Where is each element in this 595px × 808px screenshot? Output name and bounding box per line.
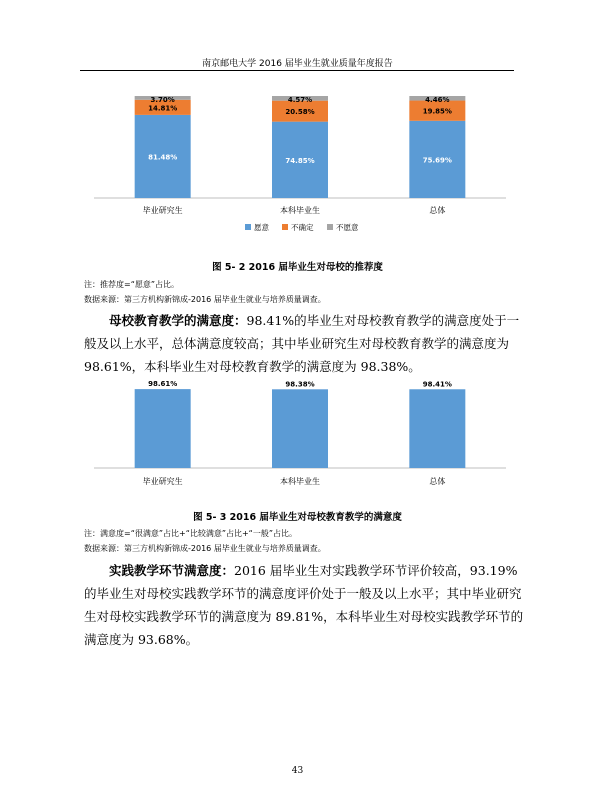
chart1-source: 数据来源：第三方机构新锦成-2016 届毕业生就业与培养质量调查。: [84, 295, 326, 304]
category-label: 毕业研究生: [142, 206, 183, 215]
category-label: 总体: [429, 477, 446, 486]
bar: [409, 389, 465, 468]
page-header: 南京邮电大学 2016 届毕业生就业质量年度报告: [202, 59, 393, 69]
bar: [272, 389, 328, 468]
data-label: 75.69%: [422, 156, 452, 165]
paragraph-text: 2016 届毕业生对实践教学环节评价较高，93.19%的毕业生对母校实践教学环节的满意度评价处于一般及以上水平；其中毕业研究生对母校实践教学环节的满意度为 89.81%，本科毕业生对母校实践教学环节的满意度为 93.68%。: [84, 563, 524, 647]
paragraph-teaching-satisfaction: [84, 309, 524, 378]
legend-label: 愿意: [254, 223, 269, 232]
data-label: 98.61%: [148, 380, 178, 389]
legend-label: 不确定: [291, 223, 314, 232]
legend-label: 不愿意: [336, 223, 359, 232]
figure-caption-2: 图 5- 3 2016 届毕业生对母校教育教学的满意度: [193, 512, 402, 523]
chart1-note: 注：推荐度=“愿意”占比。: [84, 280, 179, 289]
figure-caption-1: 图 5- 2 2016 届毕业生对母校的推荐度: [212, 262, 383, 273]
paragraph-practice-satisfaction: [84, 559, 524, 651]
recommendation-chart: [80, 90, 520, 242]
category-label: 本科毕业生: [280, 206, 320, 215]
legend-swatch: [327, 224, 333, 230]
teaching-satisfaction-chart: [80, 376, 520, 496]
paragraph-lead: 母校教育教学的满意度：: [109, 313, 247, 328]
paragraph-text: 98.41%的毕业生对母校教育教学的满意度处于一般及以上水平，总体满意度较高；其中毕业研究生对母校教育教学的满意度为 98.61%，本科毕业生对母校教育教学的满意度为 98.38%。: [84, 313, 520, 374]
data-label: 14.81%: [148, 104, 178, 113]
page-number: 43: [291, 766, 304, 776]
data-label: 3.70%: [150, 96, 175, 105]
data-label: 4.46%: [425, 96, 450, 104]
data-label: 19.85%: [422, 107, 452, 116]
data-label: 20.58%: [285, 108, 315, 117]
category-label: 毕业研究生: [142, 477, 183, 486]
chart2-source: 数据来源：第三方机构新锦成-2016 届毕业生就业与培养质量调查。: [84, 544, 326, 553]
bar: [135, 389, 191, 468]
data-label: 4.57%: [287, 96, 313, 104]
category-label: 本科毕业生: [280, 477, 320, 486]
legend-swatch: [282, 224, 288, 230]
header-rule: [80, 70, 514, 71]
data-label: 98.41%: [422, 380, 452, 389]
chart2-note: 注：满意度=“很满意”占比+“比较满意”占比+“一般”占比。: [84, 529, 297, 538]
category-label: 总体: [429, 206, 446, 215]
legend-swatch: [245, 224, 251, 230]
data-label: 74.85%: [285, 156, 315, 165]
paragraph-lead: 实践教学环节满意度：: [109, 563, 235, 578]
data-label: 81.48%: [148, 153, 178, 162]
data-label: 98.38%: [285, 380, 315, 389]
